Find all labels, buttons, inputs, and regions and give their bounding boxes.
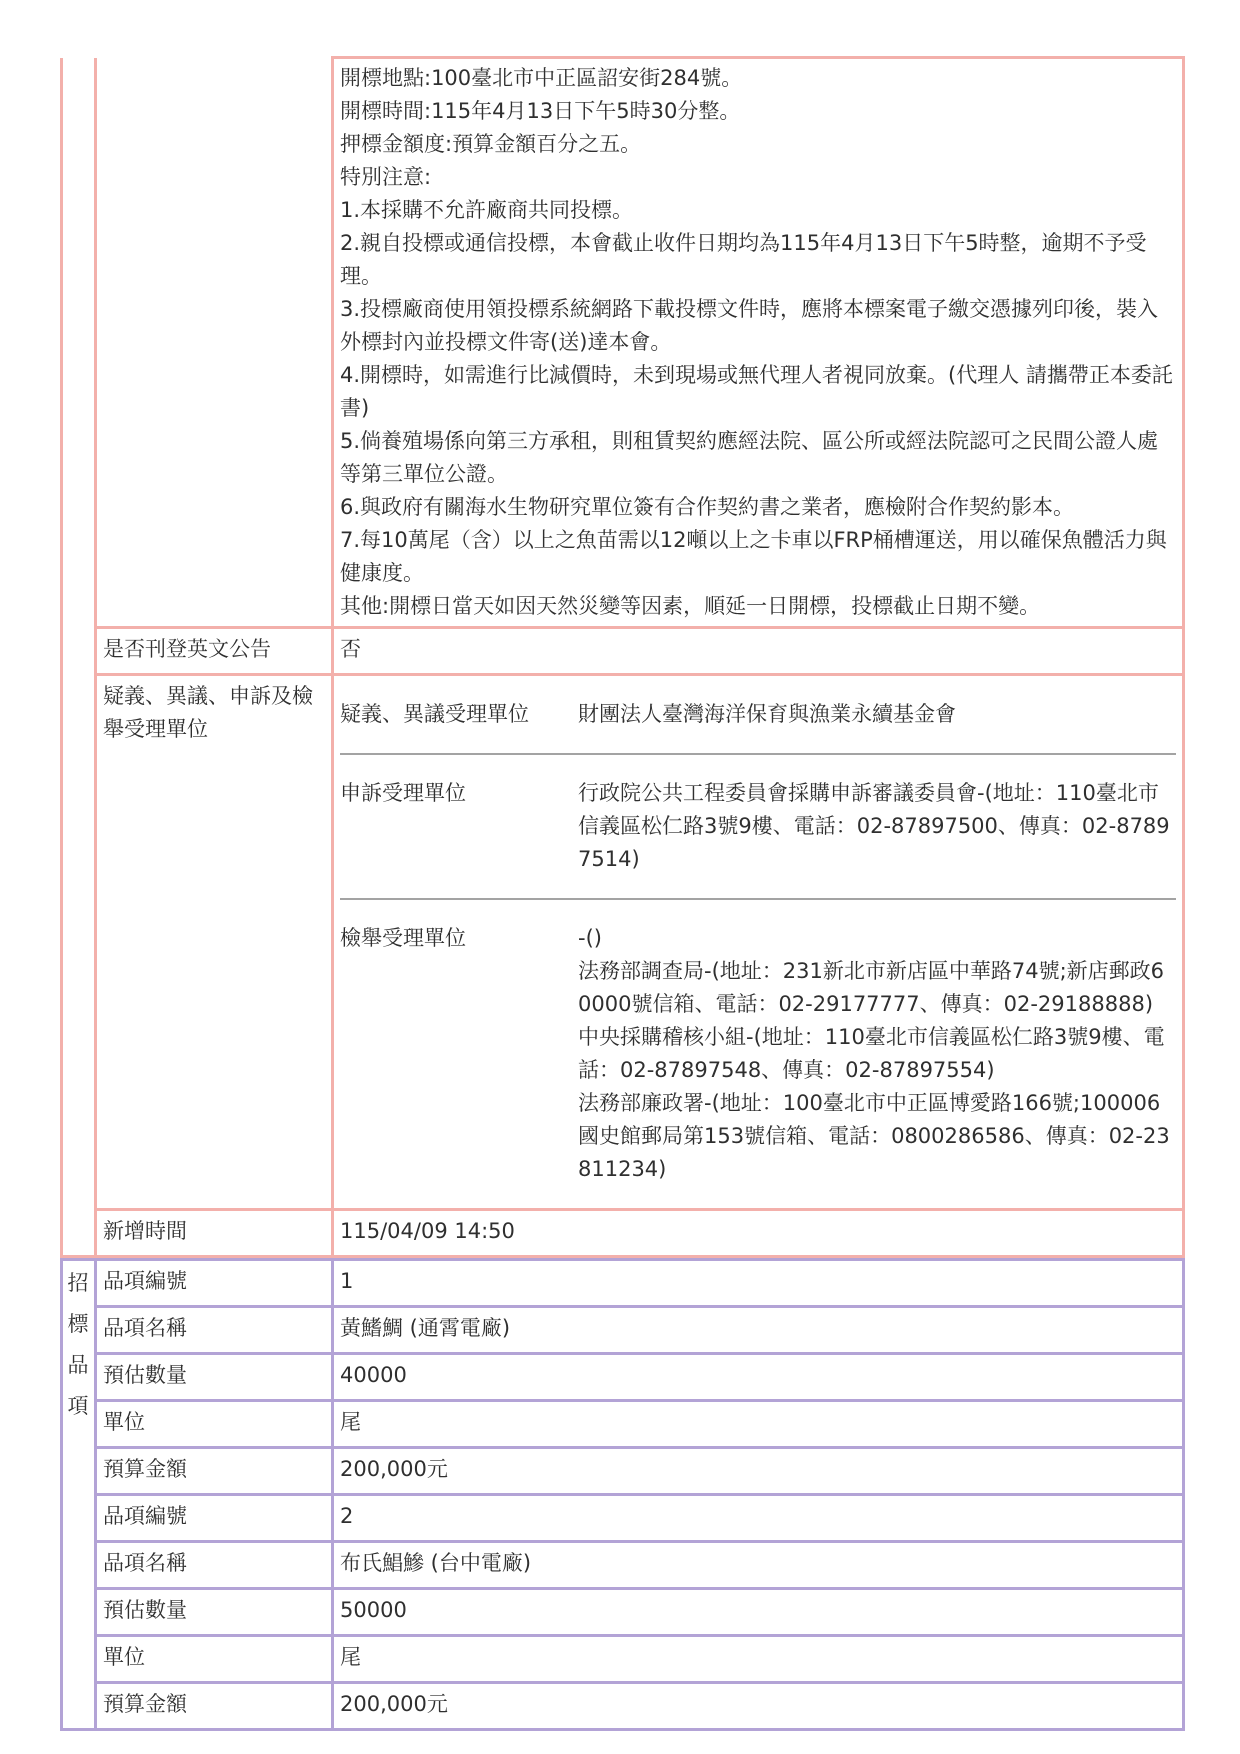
row-label: 預估數量 xyxy=(96,1354,333,1401)
table-row-english-notice xyxy=(62,628,1184,675)
row-label: 品項編號 xyxy=(96,1495,333,1542)
notice-line: 2.親自投標或通信投標，本會截止收件日期均為115年4月13日下午5時整，逾期不予受理。 xyxy=(340,231,1147,288)
dispute-units-cell xyxy=(333,675,1184,1210)
notice-line: 5.倘養殖場係向第三方承租，則租賃契約應經法院、區公所或經法院認可之民間公證人處等第三單位公證。 xyxy=(340,429,1159,486)
report-subrow xyxy=(340,898,1176,1208)
subrow-label: 申訴受理單位 xyxy=(340,781,466,805)
row-value: 布氏鯧鰺 (台中電廠) xyxy=(333,1542,1184,1589)
table-row-created-time xyxy=(62,1210,1184,1257)
table-row xyxy=(62,1260,1184,1307)
row-value: 50000 xyxy=(333,1589,1184,1636)
subrow-value: 行政院公共工程委員會採購申訴審議委員會-(地址：110臺北市信義區松仁路3號9樓、電話：02-87897500、傳真：02-87897514) xyxy=(578,781,1170,871)
row-label: 單位 xyxy=(96,1636,333,1683)
subrow-label: 疑義、異議受理單位 xyxy=(340,702,529,726)
appeal-subrow xyxy=(340,753,1176,898)
notice-label-cell xyxy=(96,58,333,628)
row-label: 單位 xyxy=(96,1401,333,1448)
notice-line: 3.投標廠商使用領投標系統網路下載投標文件時，應將本標案電子繳交憑據列印後，裝入外標封內並投標文件寄(送)達本會。 xyxy=(340,297,1159,354)
table-row xyxy=(62,1683,1184,1730)
notice-line: 7.每10萬尾（含）以上之魚苗需以12噸以上之卡車以FRP桶槽運送，用以確保魚體活力與健康度。 xyxy=(340,528,1167,585)
table-row xyxy=(62,1307,1184,1354)
notice-line: 特別注意: xyxy=(340,165,432,189)
items-side-label: 招標品項 xyxy=(67,1271,89,1418)
notice-line: 開標地點:100臺北市中正區詔安街284號。 xyxy=(340,66,743,90)
table-row xyxy=(62,1401,1184,1448)
items-side-label-cell xyxy=(62,1260,96,1730)
subrow-value xyxy=(578,922,1176,1186)
notice-line: 4.開標時，如需進行比減價時，未到現場或無代理人者視同放棄。(代理人 請攜帶正本委託書) xyxy=(340,363,1173,420)
row-value: 115/04/09 14:50 xyxy=(333,1210,1184,1257)
table-row-dispute-units xyxy=(62,675,1184,1210)
report-unit-line: 中央採購稽核小組-(地址：110臺北市信義區松仁路3號9樓、電話：02-87897548、傳真：02-87897554) xyxy=(578,1025,1165,1082)
report-unit-line: -() xyxy=(578,926,602,950)
row-value: 黃鰭鯛 (通霄電廠) xyxy=(333,1307,1184,1354)
row-label: 品項名稱 xyxy=(96,1307,333,1354)
tender-info-side-cell xyxy=(62,58,96,1257)
table-row xyxy=(62,1354,1184,1401)
row-label: 預算金額 xyxy=(96,1683,333,1730)
dispute-subrow xyxy=(340,676,1176,753)
notice-line: 其他:開標日當天如因天然災變等因素，順延一日開標，投標截止日期不變。 xyxy=(340,594,1041,618)
row-value: 否 xyxy=(333,628,1184,675)
row-value: 2 xyxy=(333,1495,1184,1542)
subrow-value: 財團法人臺灣海洋保育與漁業永續基金會 xyxy=(578,702,956,726)
notice-line: 1.本採購不允許廠商共同投標。 xyxy=(340,198,634,222)
notice-line: 開標時間:115年4月13日下午5時30分整。 xyxy=(340,99,741,123)
row-value: 尾 xyxy=(333,1636,1184,1683)
row-label: 預估數量 xyxy=(96,1589,333,1636)
tender-info-section xyxy=(60,56,1185,1258)
tender-info-table xyxy=(60,56,1185,1258)
row-label: 品項名稱 xyxy=(96,1542,333,1589)
row-value: 40000 xyxy=(333,1354,1184,1401)
table-row xyxy=(62,1448,1184,1495)
tender-items-table xyxy=(60,1258,1185,1731)
row-value: 1 xyxy=(333,1260,1184,1307)
notice-line: 6.與政府有關海水生物研究單位簽有合作契約書之業者，應檢附合作契約影本。 xyxy=(340,495,1075,519)
subrow-label: 檢舉受理單位 xyxy=(340,926,466,950)
report-unit-line: 法務部廉政署-(地址：100臺北市中正區博愛路166號;100006國史館郵局第153號信箱、電話：0800286586、傳真：02-23811234) xyxy=(578,1091,1170,1181)
table-row xyxy=(62,58,1184,628)
row-label: 是否刊登英文公告 xyxy=(96,628,333,675)
row-value: 200,000元 xyxy=(333,1448,1184,1495)
table-row xyxy=(62,1542,1184,1589)
row-value: 尾 xyxy=(333,1401,1184,1448)
row-label: 品項編號 xyxy=(96,1260,333,1307)
table-row xyxy=(62,1495,1184,1542)
row-label: 新增時間 xyxy=(96,1210,333,1257)
notice-content-cell xyxy=(333,58,1184,628)
row-value: 200,000元 xyxy=(333,1683,1184,1730)
table-row xyxy=(62,1636,1184,1683)
row-label: 預算金額 xyxy=(96,1448,333,1495)
tender-items-section xyxy=(60,1258,1185,1731)
row-label: 疑義、異議、申訴及檢舉受理單位 xyxy=(96,675,333,1210)
report-unit-line: 法務部調查局-(地址：231新北市新店區中華路74號;新店郵政60000號信箱、電話：02-29177777、傳真：02-29188888) xyxy=(578,959,1165,1016)
table-row xyxy=(62,1589,1184,1636)
notice-line: 押標金額度:預算金額百分之五。 xyxy=(340,132,642,156)
